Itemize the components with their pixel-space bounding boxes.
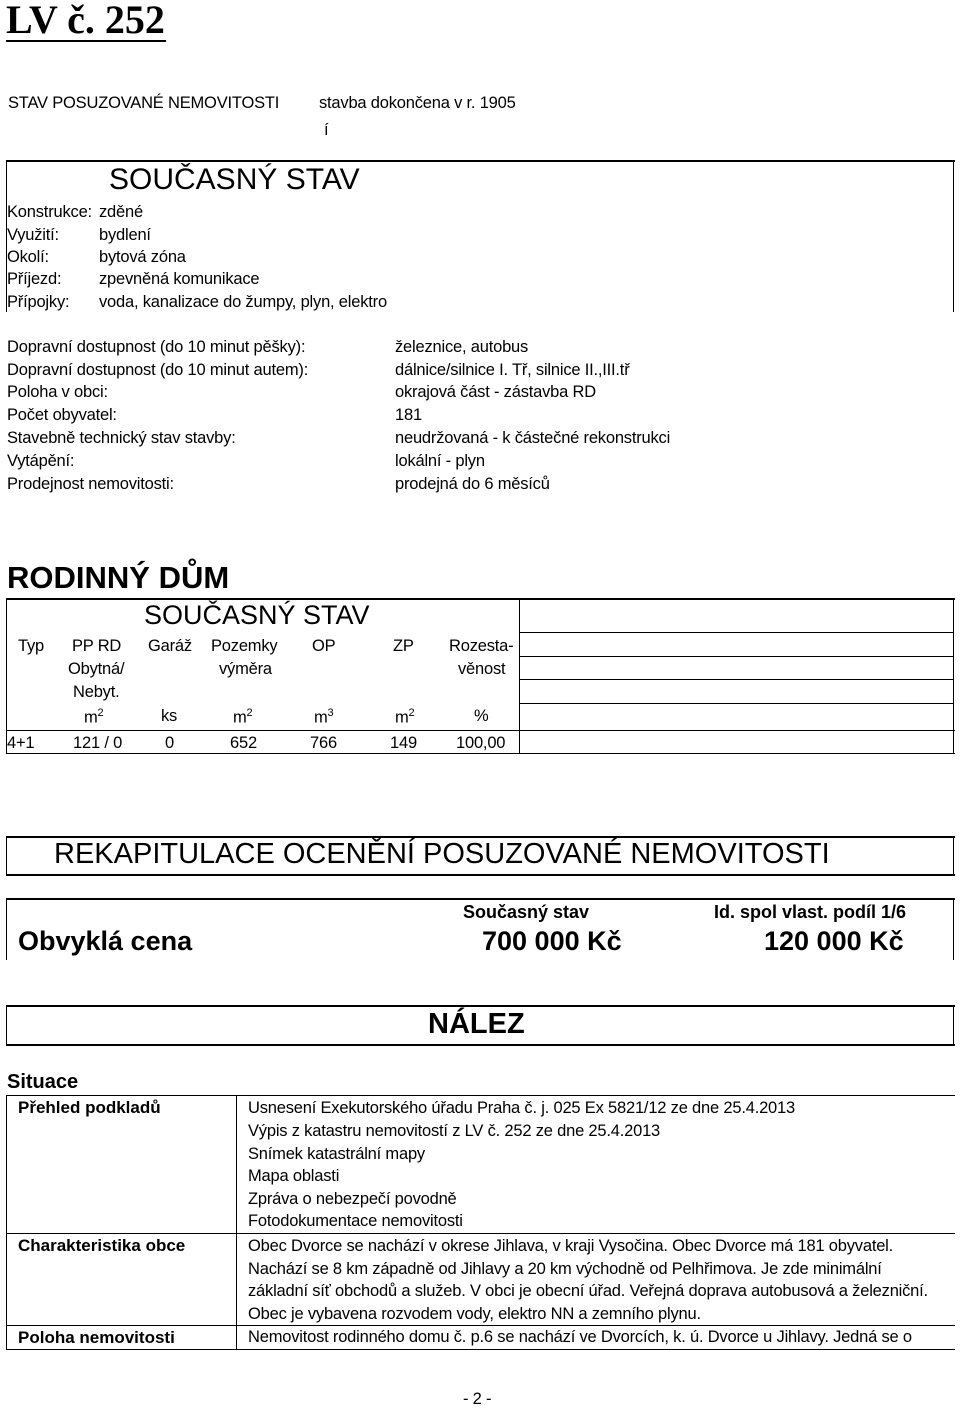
unit-rozest: % <box>474 707 489 725</box>
state-label-prijezd: Příjezd: <box>7 270 62 288</box>
state-value-pripojky: voda, kanalizace do žumpy, plyn, elektro <box>99 293 387 311</box>
state-label-okoli: Okolí: <box>7 248 49 266</box>
current-state-heading: SOUČASNÝ STAV <box>109 163 360 196</box>
sit-bottom-border <box>6 1349 955 1350</box>
detail-value: dálnice/silnice I. Tř, silnice II.,III.tř <box>395 361 630 379</box>
podklad-item: Fotodokumentace nemovitosti <box>248 1212 463 1230</box>
state-label-vyuziti: Využití: <box>7 226 59 244</box>
poloha-label: Poloha nemovitosti <box>18 1328 175 1347</box>
table-right-line <box>520 703 953 704</box>
detail-value: lokální - plyn <box>395 452 485 470</box>
recap-bottom-border <box>6 874 955 876</box>
recap-right-border <box>953 836 954 876</box>
finding-top-border <box>6 1005 955 1007</box>
finding-heading: NÁLEZ <box>428 1008 525 1040</box>
obec-line: základní síť obchodů a služeb. V obci je obecní úřad. Veřejná doprava autobusová a železniční. <box>248 1282 928 1300</box>
row-garaz: 0 <box>165 734 174 752</box>
poloha-text: Nemovitost rodinného domu č. p.6 se nachází ve Dvorcích, k. ú. Dvorce u Jihlavy. Jedná se o <box>248 1328 912 1346</box>
price-current: 700 000 Kč <box>482 926 622 956</box>
price-top-border <box>6 898 955 900</box>
state-value-vyuziti: bydlení <box>99 226 151 244</box>
col-pp-line1: PP RD <box>72 637 122 655</box>
unit-op: $m^3$ <box>314 707 334 727</box>
sit-mid-border <box>236 1095 237 1350</box>
table-right-line <box>520 656 953 657</box>
detail-label: Dopravní dostupnost (do 10 minut autem): <box>7 361 309 379</box>
obec-line: Nachází se 8 km západně od Jihlavy a 20 km východně od Pelhřimova. Je zde minimální <box>248 1260 882 1278</box>
row-pp: 121 / 0 <box>73 734 123 752</box>
status-stray: í <box>324 121 329 139</box>
document-title: LV č. 252 <box>6 0 165 42</box>
podklad-item: Usnesení Exekutorského úřadu Praha č. j. 025 Ex 5821/12 ze dne 25.4.2013 <box>248 1099 795 1117</box>
col-typ: Typ <box>18 637 44 655</box>
detail-label: Vytápění: <box>7 452 75 470</box>
podklad-item: Mapa oblasti <box>248 1167 340 1185</box>
detail-label: Prodejnost nemovitosti: <box>7 475 174 493</box>
col-zp: ZP <box>393 637 414 655</box>
col-share-label: Id. spol vlast. podíl 1/6 <box>714 902 907 922</box>
col-pp-line3: Nebyt. <box>73 683 120 701</box>
detail-value: okrajová část - zástavba RD <box>395 383 596 401</box>
price-share: 120 000 Kč <box>764 926 904 956</box>
state-value-konstrukce: zděné <box>99 203 143 221</box>
box-top-border <box>6 160 955 162</box>
podklady-label: Přehled podkladů <box>18 1098 161 1117</box>
state-value-okoli: bytová zóna <box>99 248 186 266</box>
box-right-border <box>953 160 954 312</box>
finding-left-border <box>6 1005 7 1046</box>
situation-heading: Situace <box>7 1071 79 1093</box>
col-rozest-line2: věnost <box>458 660 506 678</box>
detail-value: neudržovaná - k částečné rekonstrukci <box>395 429 671 447</box>
unit-garaz: ks <box>161 707 178 725</box>
finding-bottom-border <box>6 1044 955 1046</box>
unit-pozemky: $m^2$ <box>233 707 253 727</box>
detail-label: Stavebně technický stav stavby: <box>7 429 236 447</box>
title-underline <box>6 40 166 42</box>
row-op: 766 <box>310 734 337 752</box>
unit-pp: $m^2$ <box>84 707 104 727</box>
obec-line: Obec je vybavena rozvodem vody, elektro NN a zemního plynu. <box>248 1305 701 1323</box>
podklad-item: Zpráva o nebezpečí povodně <box>248 1190 457 1208</box>
col-pozemky-line1: Pozemky <box>211 637 278 655</box>
row-zp: 149 <box>390 734 417 752</box>
obec-line: Obec Dvorce se nachází v okrese Jihlava, v kraji Vysočina. Obec Dvorce má 181 obyvatel. <box>248 1237 894 1255</box>
status-label: STAV POSUZOVANÉ NEMOVITOSTI <box>8 94 280 112</box>
price-label: Obvyklá cena <box>18 926 193 956</box>
detail-value: prodejná do 6 měsíců <box>395 475 550 493</box>
table-right-line <box>520 679 953 680</box>
state-value-prijezd: zpevněná komunikace <box>99 270 260 288</box>
podklad-item: Výpis z katastru nemovitostí z LV č. 252 ze dne 25.4.2013 <box>248 1122 661 1140</box>
sit-left-border <box>6 1095 7 1350</box>
state-label-konstrukce: Konstrukce: <box>7 203 92 221</box>
finding-right-border <box>953 1005 954 1046</box>
row-pozemky: 652 <box>230 734 257 752</box>
row-typ: 4+1 <box>7 734 35 752</box>
obec-label: Charakteristika obce <box>18 1236 186 1255</box>
col-op: OP <box>312 637 336 655</box>
detail-label: Poloha v obci: <box>7 383 108 401</box>
recap-left-border <box>6 836 7 876</box>
house-subheading: SOUČASNÝ STAV <box>144 600 370 630</box>
detail-value: 181 <box>395 406 422 424</box>
podklad-item: Snímek katastrální mapy <box>248 1145 425 1163</box>
unit-zp: $m^2$ <box>395 707 415 727</box>
row-rozest: 100,00 <box>456 734 506 752</box>
col-pp-line2: Obytná/ <box>68 660 125 678</box>
col-rozest-line1: Rozesta- <box>449 637 514 655</box>
detail-value: železnice, autobus <box>395 338 529 356</box>
sit-row-line <box>6 1233 955 1234</box>
col-pozemky-line2: výměra <box>219 660 272 678</box>
col-current-label: Současný stav <box>463 902 590 922</box>
state-label-pripojky: Přípojky: <box>7 293 70 311</box>
table-right-line <box>520 632 953 633</box>
col-garaz: Garáž <box>148 637 192 655</box>
page-number: - 2 - <box>463 1390 492 1408</box>
detail-label: Dopravní dostupnost (do 10 minut pěšky): <box>7 338 306 356</box>
status-value: stavba dokončena v r. 1905 <box>319 94 516 112</box>
price-right-border <box>953 898 954 960</box>
situation-rule <box>6 1095 955 1096</box>
table-bottom-border <box>6 753 955 754</box>
table-row-line <box>6 730 955 731</box>
house-heading: RODINNÝ DŮM <box>7 560 230 595</box>
detail-label: Počet obyvatel: <box>7 406 117 424</box>
recap-heading: REKAPITULACE OCENĚNÍ POSUZOVANÉ NEMOVITOSTI <box>54 838 830 870</box>
price-left-border <box>6 898 7 960</box>
sit-row-line <box>6 1325 955 1326</box>
